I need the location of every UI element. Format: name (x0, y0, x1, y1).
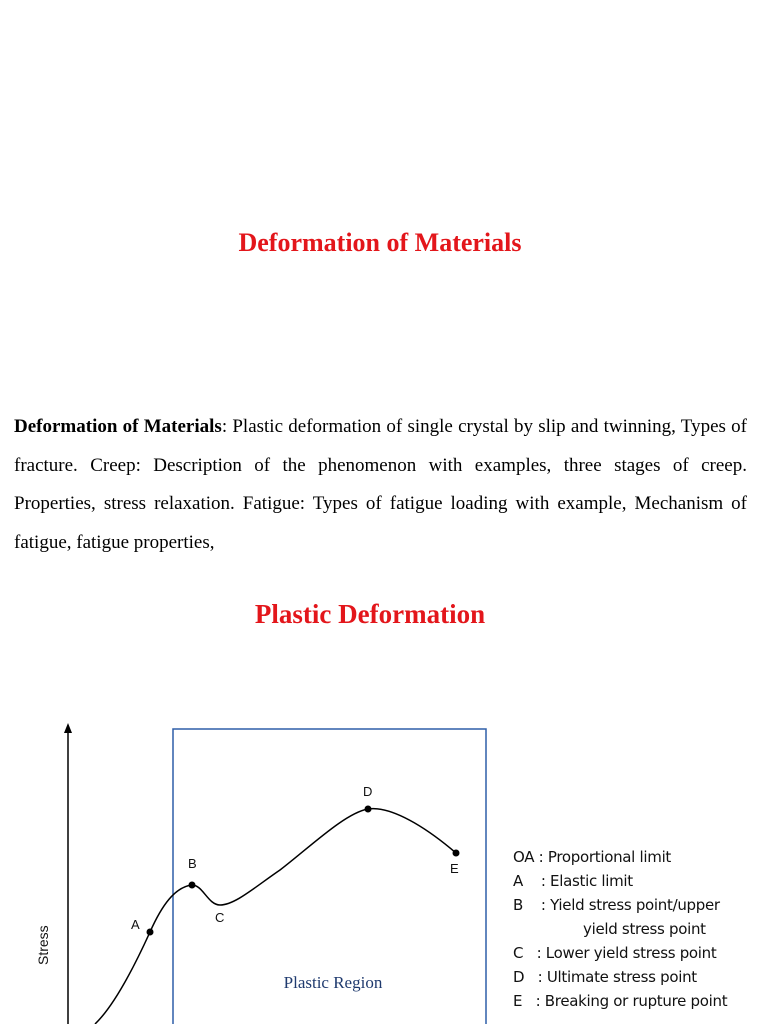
section-title: Plastic Deformation (254, 599, 486, 629)
plastic-region-label: Plastic Region (283, 973, 383, 992)
intro-text: : Plastic deformation of single crystal by slip and twinning, Types of fracture. Creep: Description of the phenomenon with examples, three stages of creep. Properties, stress relaxation. Fatigue: Types of fatigue loading with example, Mechanism of fatigue, fatigue properties, (14, 416, 747, 553)
point-b-marker (189, 882, 196, 889)
stress-strain-curve (95, 809, 456, 1024)
legend-item: E : Breaking or rupture point (513, 992, 728, 1010)
legend-item: yield stress point (583, 920, 706, 938)
intro-lead: Deformation of Materials (14, 416, 222, 437)
page-title: Deformation of Materials (238, 228, 522, 257)
y-axis-label: Stress (35, 925, 51, 965)
legend-item: C : Lower yield stress point (513, 944, 717, 962)
point-c-label: C (215, 910, 225, 925)
point-b-label: B (188, 856, 197, 871)
point-d-marker (365, 806, 372, 813)
point-d-label: D (363, 784, 373, 799)
point-e-label: E (450, 861, 459, 876)
legend-item: A : Elastic limit (513, 872, 633, 890)
legend (513, 845, 727, 1013)
legend-item: D : Ultimate stress point (513, 968, 697, 986)
y-axis-arrow (64, 723, 72, 733)
legend-item: OA : Proportional limit (513, 848, 672, 866)
point-e-marker (453, 850, 460, 857)
legend-item: B : Yield stress point/upper (513, 896, 720, 914)
point-a-label: A (131, 917, 140, 932)
intro-paragraph (14, 408, 747, 562)
point-a-marker (147, 929, 154, 936)
